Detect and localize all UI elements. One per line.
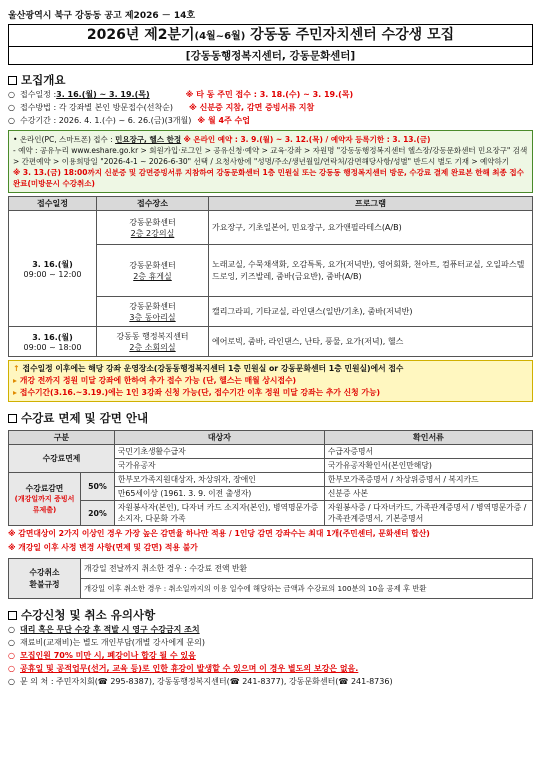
caution-item: ○ 모집인원 70% 미만 시, 폐강이나 합강 될 수 있음 — [8, 651, 196, 660]
caution-item: ○ 공휴일 및 공적업무(선거, 교육 등)로 인한 휴강이 발생할 수 있으며 이 경우 별도의 보강은 없음. — [8, 664, 359, 673]
section-fee: 수강료 면제 및 감면 안내 — [8, 410, 533, 426]
online-reservation-box: • 온라인(PC, 스마트폰) 접수 : 민요장구, 헬스 한정 ※ 온라인 예약 : 3. 9.(월) ~ 3. 12.(목) / 예약자 등록기한 : 3. 13.(금) - 예약 : 공유누리 www.eshare.go.kr > 회원가입·로그인 > 공유신청·예약 > 교육·강좌 > 자원명 "강동동행정복지센터 헬스장/강동문화센터 민요장구" 검색 > 간편예약 > 이용희망일 "2026-4-1 ~ 2026-6-30" 선택 / 요청사항에 "성명/주소/생년월일/연락처/감면해당사항/성별" 반드시 별도 기재 > 예약하기 ※ 3. 13.(금) 18:00까지 신분증 및 감면증빙서류 지참하여 강동문화센터 1층 민원실 또는 강동동 행정복지센터 방문, 수강료 결제 완료본 한해 최종 접수 완료(미방문시 수강취소) — [8, 130, 533, 193]
caution-item: ○ 재료비(교재비)는 별도 개인부담(개별 강사에게 문의) — [8, 638, 205, 647]
table-row: 20% 자원봉사자(본인), 다자녀 카드 소지자(본인), 병역명문가증 소지자, 다문화 가족 자원봉사증 / 다자녀카드, 가족관계증명서 / 병역명문가증 / 가족관계증명서, 기본증명서 — [9, 501, 533, 526]
page-title: 2026년 제2분기(4월~6월) 강동동 주민자치센터 수강생 모집 — [86, 27, 455, 43]
notice-page — [8, 8, 533, 688]
caution-item: ○ 대리 혹은 무단 수강 후 적발 시 영구 수강금지 조치 — [8, 625, 200, 634]
circle-bullet-icon: ○ — [8, 90, 15, 99]
table-row: 강동문화센터 3층 동아리실 캘리그라피, 기타교실, 라인댄스(일반/기초), 줌바(저녁반) — [9, 297, 533, 327]
table-row: 3. 16.(월) 09:00 ~ 18:00 강동동 행정복지센터 2층 소회의실 에어로빅, 줌바, 라인댄스, 난타, 풍물, 요가(저녁), 헬스 — [9, 327, 533, 357]
table-row: 수강료감면 (개강일까지 증빙서류제출) 50% 한부모가족지원대상자, 차상위자, 장애인 한부모가족증명서 / 차상위증명서 / 복지카드 — [9, 473, 533, 487]
schedule-date-1: 3. 16.(월) 09:00 ~ 12:00 — [9, 211, 97, 327]
table-row: 수강료면제 국민기초생활수급자 수급자증명서 — [9, 445, 533, 459]
square-icon — [8, 611, 17, 620]
circle-bullet-icon: ○ — [8, 103, 15, 112]
table-row: 만65세이상 (1961. 3. 9. 이전 출생자) 신분증 사본 — [9, 487, 533, 501]
circle-bullet-icon: ○ — [8, 116, 15, 125]
section-caution: 수강신청 및 취소 유의사항 — [8, 607, 533, 623]
circle-bullet-icon: ○ — [8, 651, 15, 660]
caution-item: ○ 문 의 처 : 주민자치회(☎ 295-8387), 강동동행정복지센터(☎ 241-8377), 강동문화센터(☎ 241-8736) — [8, 677, 393, 686]
table-row: 3. 16.(월) 09:00 ~ 12:00 강동문화센터 2층 2강의실 가요장구, 기초일본어, 민요장구, 요가앤필라테스(A/B) — [9, 211, 533, 245]
title-box — [8, 24, 533, 65]
table-row: 개강일 이후 취소한 경우 : 취소일까지의 이용 일수에 해당하는 금액과 수강료의 100분의 10을 공제 후 반환 — [9, 579, 533, 599]
arrow-up-icon: ↑ — [13, 364, 20, 373]
refund-table — [8, 558, 533, 599]
circle-bullet-icon: ○ — [8, 664, 15, 673]
square-icon — [8, 414, 17, 423]
triangle-right-icon: ▸ — [13, 388, 17, 397]
circle-bullet-icon: ○ — [8, 625, 15, 634]
notice-number: 울산광역시 북구 강동동 공고 제2026 － 14호 — [8, 11, 196, 21]
table-row: 국가유공자 국가유공자확인서(본인만해당) — [9, 459, 533, 473]
page-subtitle: [강동동행정복지센터, 강동문화센터] — [9, 46, 532, 63]
circle-bullet-icon: ○ — [8, 638, 15, 647]
fee-note-2: ※ 개강일 이후 사정 변경 사항(면제 및 감면) 적용 불가 — [8, 543, 198, 552]
section-overview: 모집개요 — [8, 72, 533, 88]
overview-item: ○ 접수일정 : 3. 16.(월) ~ 3. 19.(목) ※ 타 동 주민 접수 : 3. 18.(수) ~ 3. 19.(목) — [8, 90, 354, 99]
fee-table: 구분 대상자 확인서류 수강료면제 국민기초생활수급자 수급자증명서 국가유공자 국가유공자확인서(본인만해당) 수강료감면 (개강일까지 증빙서류제출) 50% 한부모가족지원대상자, 차상위자, 장애인 한부모가족증명서 / 차상위증명서 / 복지카드 만65세이상 (1961. 3. 9. 이전 출생자) 신분증 사본 20% 자원봉사자(본인), 다자녀 카드 소지자(본인), 병역명문가증 소지자, 다문화 가족 자원봉사증 / 다자녀카드, 가족관계증명서 / 병역명문가증 / 가족관계증명서, 기본증명서 — [8, 430, 533, 526]
reception-notice: ↑ 접수일정 이후에는 해당 강좌 운영장소(강동동행정복지센터 1층 민원실 or 강동문화센터 1층 민원실)에서 접수 ▸ 개강 전까지 정원 미달 강좌에 한하여 추가 접수 가능 (단, 헬스는 매월 상시접수) ▸ 접수기간(3.16.~3.19.)에는 1인 3강좌 신청 가능(단, 접수기간 이후 정원 미달 강좌는 추가 신청 가능) — [8, 360, 533, 402]
fee-note-1: ※ 감면대상이 2가지 이상인 경우 가장 높은 감면율 하나만 적용 / 1인당 감면 강좌수는 최대 1개(주민센터, 문화센터 합산) — [8, 529, 430, 538]
square-icon — [8, 76, 17, 85]
table-row: 수강취소 환불규정 개강일 전날까지 취소한 경우 : 수강료 전액 반환 — [9, 559, 533, 579]
overview-item: ○ 접수방법 : 각 강좌별 본인 방문접수(선착순) ※ 신분증 지참, 감면 증빙서류 지참 — [8, 103, 315, 112]
schedule-table: 접수일정 접수장소 프로그램 3. 16.(월) 09:00 ~ 12:00 강동문화센터 2층 2강의실 가요장구, 기초일본어, 민요장구, 요가앤필라테스(A/B) 강동문화센터 2층 휴게실 노래교실, 수묵채색화, 오감특톡, 요가(저녁반), 영어회화, 천아트, 컴퓨터교실, 오일파스텔드로잉, 키즈발레, 줌바(금요반), 줌바(A/B) 강동문화센터 3층 동아리실 캘리그라피, 기타교실, 라인댄스(일반/기초), 줌바(저녁반) 3. 16.(월) 09:00 ~ 18:00 강동동 행정복지센터 2층 소회의실 에어로빅, 줌바, 라인댄스, 난타, 풍물, 요가(저녁), 헬스 — [8, 196, 533, 357]
circle-bullet-icon: ○ — [8, 677, 15, 686]
schedule-date-2: 3. 16.(월) 09:00 ~ 18:00 — [9, 327, 97, 357]
table-row: 강동문화센터 2층 휴게실 노래교실, 수묵채색화, 오감특톡, 요가(저녁반), 영어회화, 천아트, 컴퓨터교실, 오일파스텔드로잉, 키즈발레, 줌바(금요반), 줌바(A/B) — [9, 245, 533, 297]
triangle-right-icon: ▸ — [13, 376, 17, 385]
overview-item: ○ 수강기간 : 2026. 4. 1.(수) ~ 6. 26.(금)(3개월) ※ 월 4주 수업 — [8, 116, 250, 125]
